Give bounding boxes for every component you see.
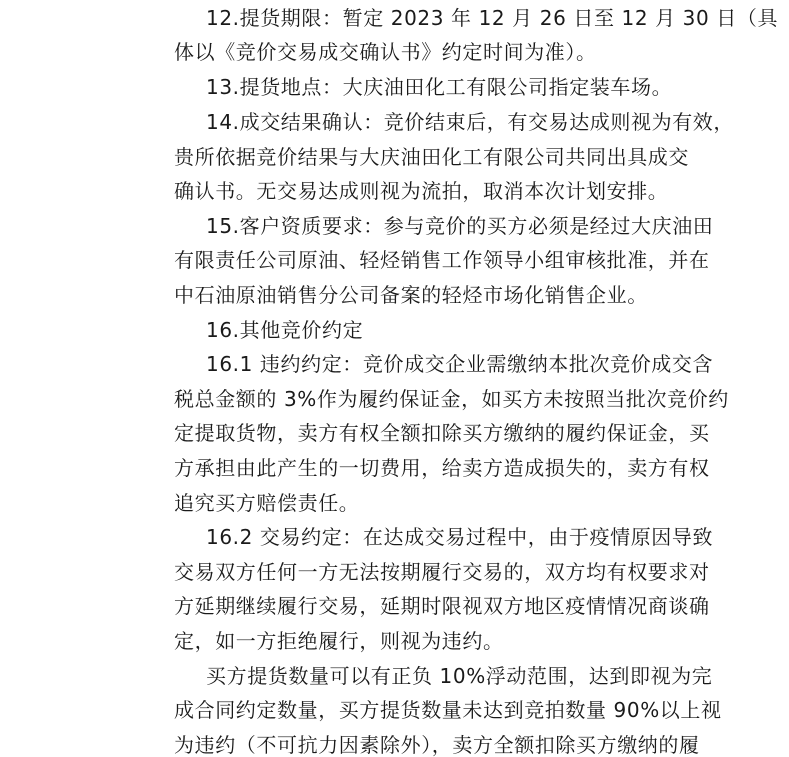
text-line-21: 成合同约定数量，买方提货数量未达到竞拍数量 90%以上视 xyxy=(174,698,722,722)
text-line-1: 12.提货期限：暂定 2023 年 12 月 26 日至 12 月 30 日（具 xyxy=(206,6,779,30)
text-line-19: 定，如一方拒绝履行，则视为违约。 xyxy=(174,629,504,653)
text-line-4: 14.成交结果确认：竞价结束后，有交易达成则视为有效， xyxy=(206,110,735,134)
text-line-12: 税总金额的 3%作为履约保证金，如买方未按照当批次竞价约 xyxy=(174,387,729,411)
text-line-10: 16.其他竞价约定 xyxy=(206,318,364,342)
text-line-18: 方延期继续履行交易，延期时限视双方地区疫情情况商谈确 xyxy=(174,594,710,618)
text-line-17: 交易双方任何一方无法按期履行交易的，双方均有权要求对 xyxy=(174,560,710,584)
text-line-6: 确认书。无交易达成则视为流拍，取消本次计划安排。 xyxy=(174,179,669,203)
text-line-22: 为违约（不可抗力因素除外），卖方全额扣除买方缴纳的履 xyxy=(174,733,700,757)
text-line-20: 买方提货数量可以有正负 10%浮动范围，达到即视为完 xyxy=(206,664,713,688)
text-line-2: 体以《竞价交易成交确认书》约定时间为准）。 xyxy=(174,40,597,64)
text-line-15: 追究买方赔偿责任。 xyxy=(174,491,360,515)
text-line-3: 13.提货地点：大庆油田化工有限公司指定装车场。 xyxy=(206,75,673,99)
text-line-11: 16.1 违约约定：竞价成交企业需缴纳本批次竞价成交含 xyxy=(206,352,714,376)
text-line-14: 方承担由此产生的一切费用，给卖方造成损失的，卖方有权 xyxy=(174,456,710,480)
text-line-8: 有限责任公司原油、轻烃销售工作领导小组审核批准，并在 xyxy=(174,248,710,272)
text-line-7: 15.客户资质要求：参与竞价的买方必须是经过大庆油田 xyxy=(206,214,714,238)
text-line-5: 贵所依据竞价结果与大庆油田化工有限公司共同出具成交 xyxy=(174,145,689,169)
text-line-13: 定提取货物，卖方有权全额扣除买方缴纳的履约保证金，买 xyxy=(174,421,710,445)
text-line-9: 中石油原油销售分公司备案的轻烃市场化销售企业。 xyxy=(174,283,648,307)
text-line-16: 16.2 交易约定：在达成交易过程中，由于疫情原因导致 xyxy=(206,525,714,549)
